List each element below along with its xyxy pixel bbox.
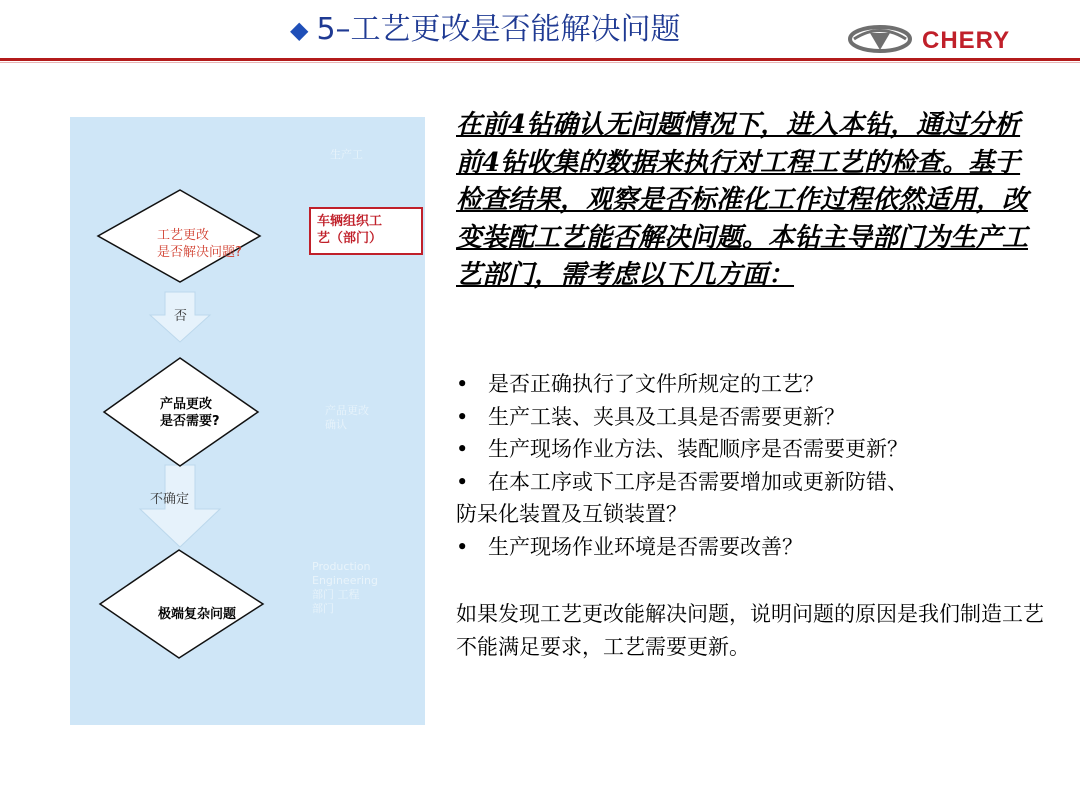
decision-2-label: [160, 396, 220, 430]
list-item: [456, 531, 1046, 564]
list-item-text: 防呆化装置及互锁装置？: [456, 502, 687, 526]
header-rule: [0, 58, 1080, 61]
decision-2-line2: 是否需要?: [160, 414, 220, 429]
header-rule-shadow: [0, 62, 1080, 63]
edge-label-no: 否: [174, 309, 188, 324]
consideration-list: [456, 368, 1046, 563]
edge-label-unsure: 不确定: [150, 492, 190, 507]
faded-lane-label-3d: 部门: [312, 602, 334, 615]
faded-lane-label-1: 生产工: [330, 148, 363, 161]
list-item-text: 在本工序或下工序是否需要增加或更新防错、: [488, 469, 908, 494]
owner-department-box: [309, 207, 423, 255]
list-item-text: 是否正确执行了文件所规定的工艺？: [488, 372, 824, 396]
decision-2-line1: 产品更改: [160, 397, 213, 412]
faded-lane-label-3: [312, 560, 378, 616]
faded-lane-label-3a: Production: [312, 560, 371, 573]
list-item-text: 生产现场作业环境是否需要改善？: [488, 534, 803, 559]
diamond-bullet-icon: ◆: [290, 16, 309, 44]
list-item: [456, 401, 1046, 434]
faded-lane-label-3c: 部门 工程: [312, 588, 360, 601]
conclusion-paragraph: 如果发现工艺更改能解决问题，说明问题的原因是我们制造工艺不能满足要求，工艺需要更新。: [456, 602, 1044, 659]
chery-logo: [848, 24, 1038, 56]
list-item-text: 生产现场作业方法、装配顺序是否需要更新？: [488, 437, 908, 461]
bullet-dot-icon: •: [456, 404, 469, 429]
faded-lane-label-2a: 产品更改: [325, 404, 369, 417]
faded-lane-label-3b: Engineering: [312, 574, 378, 587]
bullet-dot-icon: •: [456, 437, 469, 461]
slide-title: [290, 10, 681, 50]
decision-3-label: 极端复杂问题: [158, 607, 237, 622]
list-item-text: 生产工装、夹具及工具是否需要更新？: [488, 404, 845, 429]
decision-1-line1: 工艺更改: [157, 228, 210, 243]
slide-header: [0, 0, 1080, 62]
list-item: [456, 466, 1046, 499]
list-item: [456, 433, 1046, 466]
list-item: [456, 368, 1046, 401]
bullet-dot-icon: •: [456, 469, 469, 494]
faded-lane-label-2: [325, 404, 369, 432]
decision-1-label: [157, 227, 242, 261]
chery-logo-text: CHERY: [922, 27, 1011, 54]
owner-box-line2: 艺（部门）: [317, 231, 383, 246]
bullet-dot-icon: •: [456, 372, 469, 396]
bullet-dot-icon: •: [456, 534, 469, 559]
faded-lane-label-2b: 确认: [325, 418, 347, 431]
decision-diamond-3: [100, 550, 263, 658]
slide-title-text: 5–工艺更改是否能解决问题: [316, 12, 681, 47]
owner-box-line1: 车辆组织工: [317, 214, 383, 229]
intro-paragraph: 在前4钻确认无问题情况下，进入本钻，通过分析前4钻收集的数据来执行对工程工艺的检查。基于检查结果，观察是否标准化工作过程依然适用，改变装配工艺能否解决问题。本钻主导部门为生产工艺部门，需考虑以下几方面：: [456, 110, 1029, 290]
decision-1-line2: 是否解决问题?: [157, 245, 242, 260]
list-item-continuation: [456, 498, 1046, 531]
